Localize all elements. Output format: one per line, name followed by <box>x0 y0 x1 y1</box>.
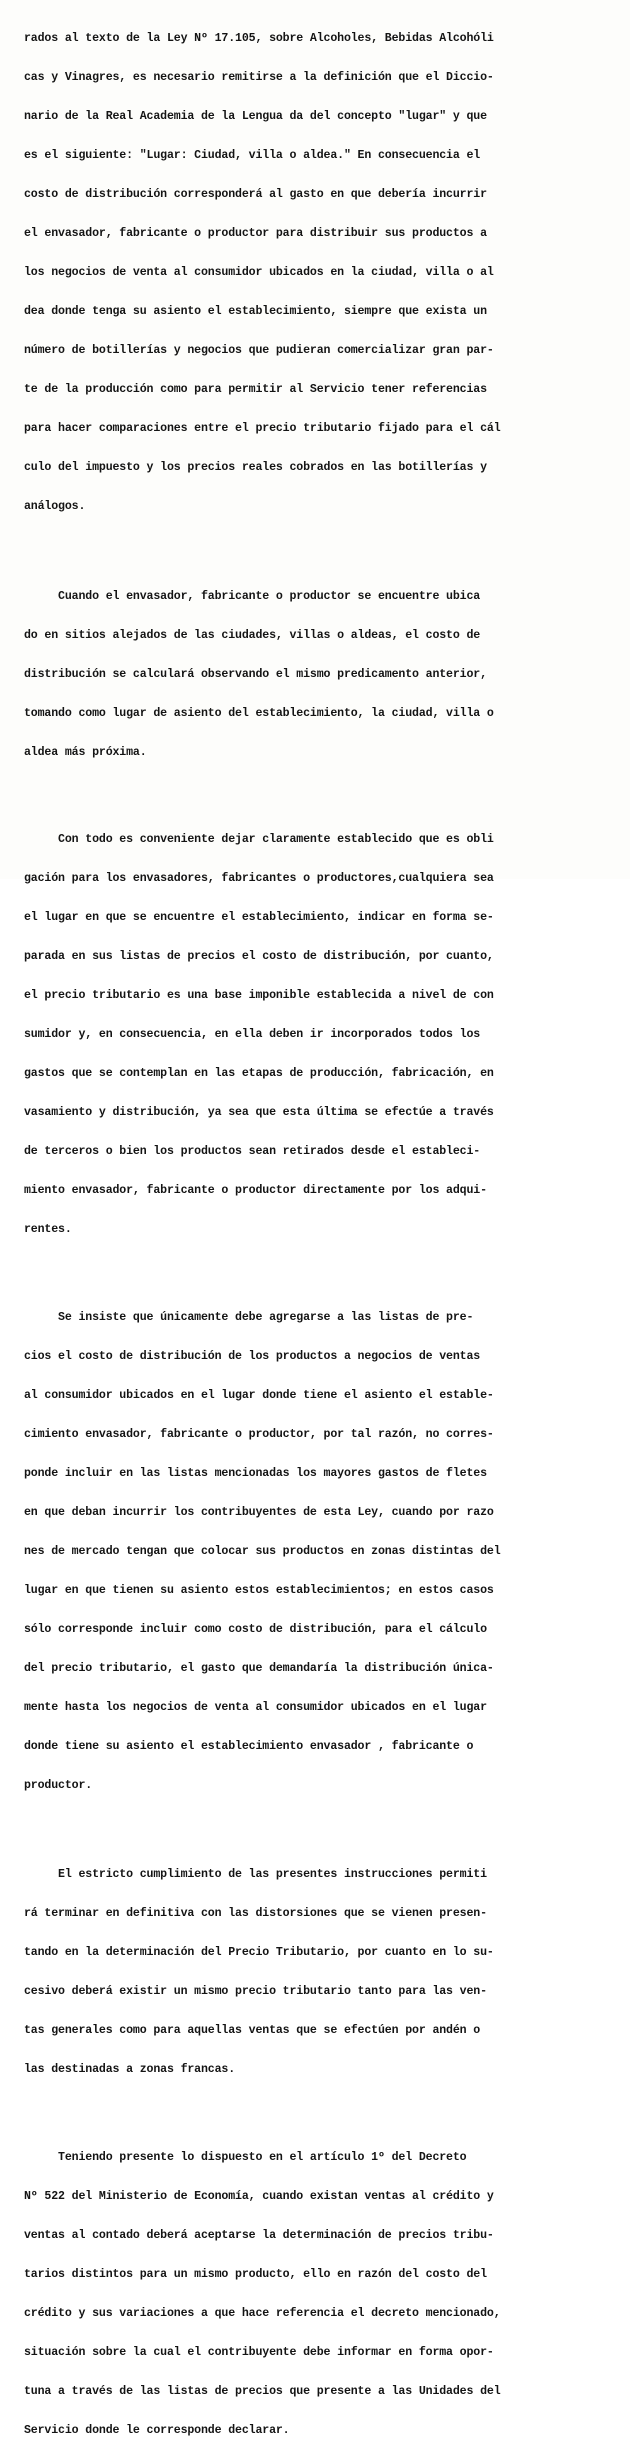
text-line: el envasador, fabricante o productor para distribuir sus productos a <box>24 227 487 240</box>
text-line: tando en la determinación del Precio Tributario, por cuanto en lo su- <box>24 1946 494 1959</box>
text-line: Nº 522 del Ministerio de Economía, cuando existan ventas al crédito y <box>24 2190 494 2203</box>
paragraph-3 <box>24 807 612 1262</box>
text-line: donde tiene su asiento el establecimiento envasador , fabricante o <box>24 1740 474 1753</box>
paragraph-5 <box>24 1842 612 2102</box>
text-line: crédito y sus variaciones a que hace referencia el decreto mencionado, <box>24 2307 501 2320</box>
text-line: Cuando el envasador, fabricante o productor se encuentre ubica <box>24 590 481 603</box>
document-text <box>24 6 612 2463</box>
paragraph-spacer <box>24 1262 612 1285</box>
text-line: miento envasador, fabricante o productor directamente por los adqui- <box>24 1184 487 1197</box>
text-line: parada en sus listas de precios el costo de distribución, por cuanto, <box>24 950 494 963</box>
text-line: vasamiento y distribución, ya sea que esta última se efectúe a través <box>24 1106 494 1119</box>
text-line: análogos. <box>24 500 86 513</box>
paragraph-1 <box>24 6 612 539</box>
text-line: número de botillerías y negocios que pudieran comercializar gran par- <box>24 344 494 357</box>
text-line: costo de distribución corresponderá al gasto en que debería incurrir <box>24 188 487 201</box>
text-line: rados al texto de la Ley Nº 17.105, sobre Alcoholes, Bebidas Alcohóli <box>24 32 494 45</box>
paragraph-spacer <box>24 2102 612 2125</box>
text-line: te de la producción como para permitir al Servicio tener referencias <box>24 383 487 396</box>
text-line: Se insiste que únicamente debe agregarse a las listas de pre- <box>24 1311 474 1324</box>
text-line: cimiento envasador, fabricante o productor, por tal razón, no corres- <box>24 1428 494 1441</box>
text-line: Servicio donde le corresponde declarar. <box>24 2424 290 2437</box>
text-line: ventas al contado deberá aceptarse la determinación de precios tribu- <box>24 2229 494 2242</box>
text-line: do en sitios alejados de las ciudades, villas o aldeas, el costo de <box>24 629 481 642</box>
text-line: para hacer comparaciones entre el precio tributario fijado para el cál <box>24 422 501 435</box>
text-line: tomando como lugar de asiento del establecimiento, la ciudad, villa o <box>24 707 494 720</box>
text-line: cas y Vinagres, es necesario remitirse a la definición que el Diccio- <box>24 71 494 84</box>
text-line: lugar en que tienen su asiento estos establecimientos; en estos casos <box>24 1584 494 1597</box>
text-line: cios el costo de distribución de los productos a negocios de ventas <box>24 1350 481 1363</box>
text-line: los negocios de venta al consumidor ubicados en la ciudad, villa o al <box>24 266 494 279</box>
paragraph-4 <box>24 1285 612 1818</box>
text-line: sólo corresponde incluir como costo de distribución, para el cálculo <box>24 1623 487 1636</box>
text-line: nes de mercado tengan que colocar sus productos en zonas distintas del <box>24 1545 501 1558</box>
paragraph-6 <box>24 2125 612 2463</box>
text-line: gastos que se contemplan en las etapas de producción, fabricación, en <box>24 1067 494 1080</box>
text-line: las destinadas a zonas francas. <box>24 2063 236 2076</box>
text-line: culo del impuesto y los precios reales cobrados en las botillerías y <box>24 461 487 474</box>
text-line: es el siguiente: "Lugar: Ciudad, villa o aldea." En consecuencia el <box>24 149 481 162</box>
text-line: ponde incluir en las listas mencionadas los mayores gastos de fletes <box>24 1467 487 1480</box>
paragraph-spacer <box>24 539 612 564</box>
text-line: al consumidor ubicados en el lugar donde tiene el asiento el estable- <box>24 1389 494 1402</box>
text-line: Teniendo presente lo dispuesto en el artículo 1º del Decreto <box>24 2151 467 2164</box>
text-line: en que deban incurrir los contribuyentes de esta Ley, cuando por razo <box>24 1506 494 1519</box>
text-line: gación para los envasadores, fabricantes o productores,cualquiera sea <box>24 872 494 885</box>
text-line: sumidor y, en consecuencia, en ella deben ir incorporados todos los <box>24 1028 481 1041</box>
text-line: distribución se calculará observando el mismo predicamento anterior, <box>24 668 487 681</box>
text-line: productor. <box>24 1779 93 1792</box>
text-line: aldea más próxima. <box>24 746 147 759</box>
text-line: rentes. <box>24 1223 72 1236</box>
text-line: tuna a través de las listas de precios que presente a las Unidades del <box>24 2385 501 2398</box>
text-line: rá terminar en definitiva con las distorsiones que se vienen presen- <box>24 1907 487 1920</box>
text-line: cesivo deberá existir un mismo precio tributario tanto para las ven- <box>24 1985 487 1998</box>
text-line: el precio tributario es una base imponible establecida a nivel de con <box>24 989 494 1002</box>
text-line: tas generales como para aquellas ventas que se efectúen por andén o <box>24 2024 481 2037</box>
paragraph-2 <box>24 564 612 785</box>
text-line: dea donde tenga su asiento el establecimiento, siempre que exista un <box>24 305 487 318</box>
text-line: mente hasta los negocios de venta al consumidor ubicados en el lugar <box>24 1701 487 1714</box>
text-line: de terceros o bien los productos sean retirados desde el estableci- <box>24 1145 481 1158</box>
text-line: Con todo es conveniente dejar claramente establecido que es obli <box>24 833 494 846</box>
text-line: nario de la Real Academia de la Lengua da del concepto "lugar" y que <box>24 110 487 123</box>
paragraph-spacer <box>24 1818 612 1842</box>
paragraph-spacer <box>24 785 612 807</box>
text-line: tarios distintos para un mismo producto, ello en razón del costo del <box>24 2268 487 2281</box>
text-line: del precio tributario, el gasto que demandaría la distribución única- <box>24 1662 494 1675</box>
text-line: situación sobre la cual el contribuyente debe informar en forma opor- <box>24 2346 494 2359</box>
text-line: El estricto cumplimiento de las presentes instrucciones permiti <box>24 1868 487 1881</box>
text-line: el lugar en que se encuentre el establecimiento, indicar en forma se- <box>24 911 494 924</box>
